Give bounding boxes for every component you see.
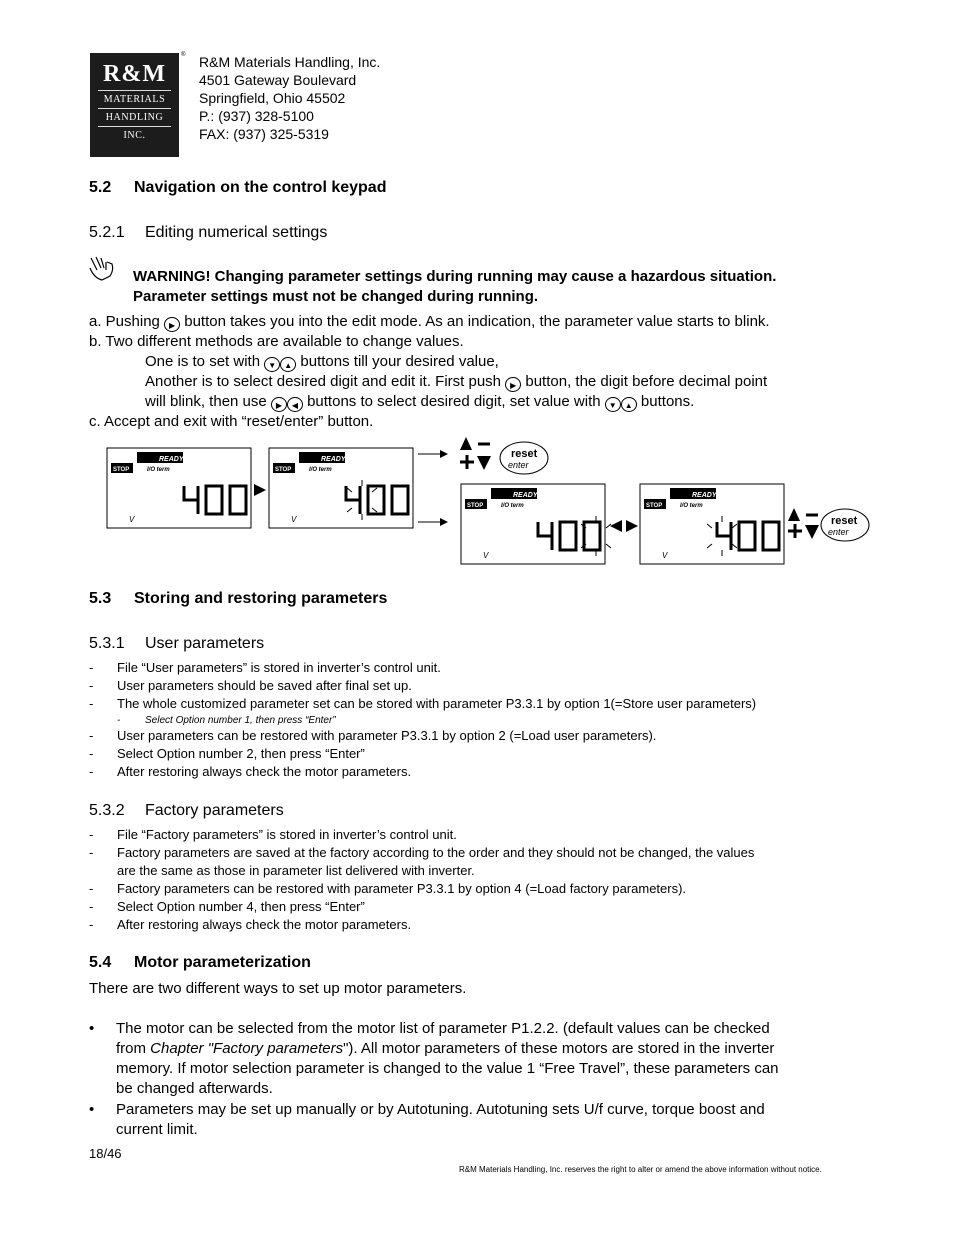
step-a: a. Pushing ▶ button takes you into the edit mode. As an indication, the parameter value starts to blink. [89,313,770,330]
section-heading: 5.4 Motor parameterization [89,954,311,971]
up-down-buttons-icon [460,437,491,470]
registered-mark-icon: ® [181,52,186,58]
keypad-diagram: READY reset enter reset enter [100,432,880,572]
factory-parameters-list: - File “Factory parameters” is stored in inverter’s control unit. - Factory parameters are saved at the factory according to the order and they should not be changed, the values are the same as those in parameter list delivered with inverter. - Factory parameters can be restored with parameter P3.3.1 by option 4 (=Load factory parameters). - Select Option number 4, then press “Enter” - After restoring always check the motor parameters. [89,827,755,932]
keypad-display [640,484,784,564]
right-arrow-key-icon: ▶ [271,397,287,412]
step-b2: Another is to select desired digit and edit it. First push ▶ button, the digit before decimal point [145,373,768,390]
up-down-buttons-icon [788,508,819,539]
page-number: 18/46 [89,1146,122,1161]
reset-enter-button [821,509,869,541]
logo-text: MATERIALS [103,94,166,105]
svg-text:enter: enter [828,527,849,537]
keypad-display [461,484,605,564]
reset-enter-button [500,442,548,474]
up-key-icon: ▲ [280,357,296,372]
keypad-display [107,448,251,528]
keypad-display [269,448,413,528]
logo-text: HANDLING [105,112,164,123]
step-b1: One is to set with ▼ ▲ buttons till your desired value, [145,353,499,370]
svg-text:reset: reset [831,515,858,527]
hand-warning-icon [88,256,120,282]
logo-text: R&M [103,61,166,87]
section-heading: 5.3 Storing and restoring parameters [89,590,388,607]
svg-text:reset: reset [511,448,538,460]
step-b3: will blink, then use ▶ ◀ buttons to select desired digit, set value with ▼ ▲ buttons. [145,393,695,410]
right-arrow-key-icon: ▶ [505,377,521,392]
section-heading: 5.2 Navigation on the control keypad [89,179,387,196]
footer-note: R&M Materials Handling, Inc. reserves the right to alter or amend the above information without notice. [459,1165,822,1174]
step-b: b. Two different methods are available to change values. [89,333,464,350]
right-arrow-key-icon: ▶ [164,317,180,332]
company-address: R&M Materials Handling, Inc. 4501 Gateway Boulevard Springfield, Ohio 45502 P.: (937) 328-5100 FAX: (937) 325-5319 [199,54,381,142]
left-arrow-key-icon: ◀ [287,397,303,412]
warning-text: WARNING! Changing parameter settings during running may cause a hazardous situation. Parameter settings must not be changed during running. [133,268,777,305]
down-key-icon: ▼ [264,357,280,372]
intro-text: There are two different ways to set up motor parameters. [89,980,467,997]
subsection-heading: 5.3.2 Factory parameters [89,802,284,819]
svg-text:enter: enter [508,460,529,470]
up-key-icon: ▲ [621,397,637,412]
step-c: c. Accept and exit with “reset/enter” button. [89,413,374,430]
down-key-icon: ▼ [605,397,621,412]
user-parameters-list: - File “User parameters” is stored in inverter’s control unit. - User parameters should be saved after final set up. - The whole customized parameter set can be stored with parameter P3.3.1 by option 1(=Store user parameters) - Select Option number 1, then press “Enter” - User parameters can be restored with parameter P3.3.1 by option 2 (=Load user parameters). - Select Option number 2, then press “Enter” - After restoring always check the motor parameters. [89,660,757,779]
logo-text: INC. [123,130,146,141]
subsection-heading: 5.2.1 Editing numerical settings [89,224,328,241]
subsection-heading: 5.3.1 User parameters [89,635,265,652]
company-logo [90,53,179,157]
